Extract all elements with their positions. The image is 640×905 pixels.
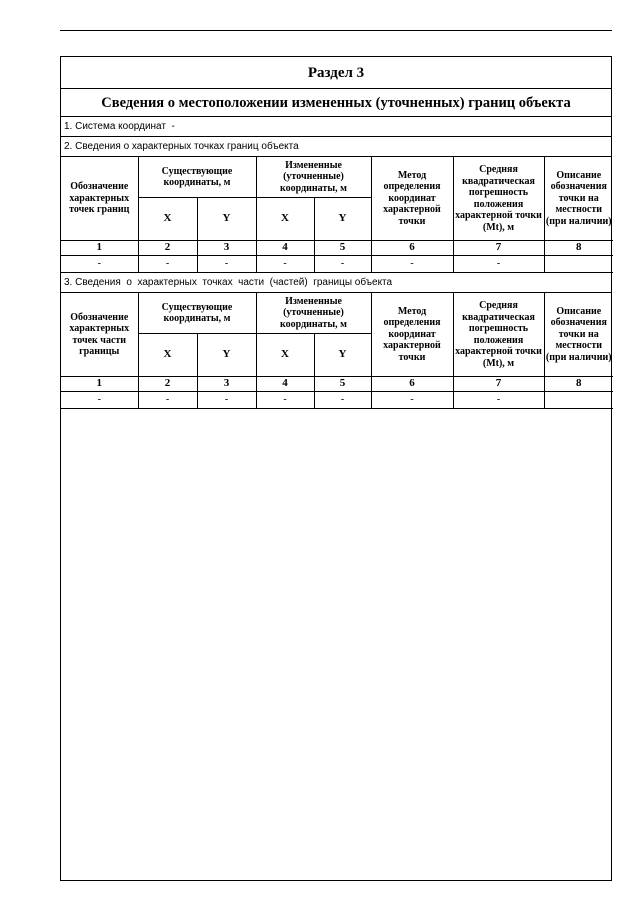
table1-cell: - <box>138 256 197 273</box>
table1-col-method: Метод определения координат характерной точки <box>371 157 453 241</box>
table2-num: 7 <box>453 377 544 392</box>
table2-num: 3 <box>197 377 256 392</box>
table1-existing-y: Y <box>197 198 256 241</box>
table2-col-description: Описание обозначения точки на местности (при наличии) <box>544 293 613 377</box>
table1-col-changed: Измененные (уточненные) координаты, м <box>256 157 371 198</box>
table1-num: 6 <box>371 241 453 256</box>
top-rule <box>60 30 612 31</box>
table2-header-row <box>61 293 613 334</box>
table2-existing-y: Y <box>197 334 256 377</box>
table2-num: 5 <box>314 377 371 392</box>
table1-num: 5 <box>314 241 371 256</box>
table2-changed-x: X <box>256 334 314 377</box>
table2-cell: - <box>256 392 314 409</box>
table1-existing-x: X <box>138 198 197 241</box>
table2-cell: - <box>197 392 256 409</box>
table1-cell: - <box>61 256 138 273</box>
table2-caption: 3. Сведения о характерных точках части (частей) границы объекта <box>61 273 611 293</box>
table2-cell: - <box>314 392 371 409</box>
table1-num: 1 <box>61 241 138 256</box>
table1-cell: - <box>371 256 453 273</box>
table1-data-row <box>61 256 613 273</box>
table2-num: 2 <box>138 377 197 392</box>
table1-cell: - <box>197 256 256 273</box>
table2-data-row <box>61 392 613 409</box>
table1-caption: 2. Сведения о характерных точках границ объекта <box>61 137 611 157</box>
section-title: Раздел 3 <box>61 57 611 89</box>
table2-cell: - <box>61 392 138 409</box>
section-frame <box>60 56 612 881</box>
table1-cell: - <box>453 256 544 273</box>
table2-cell <box>544 392 613 409</box>
table1-num: 7 <box>453 241 544 256</box>
table1-cell: - <box>256 256 314 273</box>
table2-col-existing: Существующие координаты, м <box>138 293 256 334</box>
table2-num: 1 <box>61 377 138 392</box>
table1-cell <box>544 256 613 273</box>
table2-cell: - <box>138 392 197 409</box>
table1-col-designation: Обозначение характерных точек границ <box>61 157 138 241</box>
table2-changed-y: Y <box>314 334 371 377</box>
table2 <box>61 293 613 409</box>
table2-col-method: Метод определения координат характерной точки <box>371 293 453 377</box>
table1-number-row <box>61 241 613 256</box>
table1-changed-x: X <box>256 198 314 241</box>
table2-num: 8 <box>544 377 613 392</box>
section-subtitle: Сведения о местоположении измененных (уточненных) границ объекта <box>61 89 611 117</box>
table2-cell: - <box>453 392 544 409</box>
table1-num: 4 <box>256 241 314 256</box>
table2-col-error: Средняя квадратическая погрешность положения характерной точки (Mt), м <box>453 293 544 377</box>
table2-existing-x: X <box>138 334 197 377</box>
table2-num: 6 <box>371 377 453 392</box>
table1-num: 3 <box>197 241 256 256</box>
table1-num: 8 <box>544 241 613 256</box>
table1-changed-y: Y <box>314 198 371 241</box>
table2-cell: - <box>371 392 453 409</box>
table2-number-row <box>61 377 613 392</box>
table2-num: 4 <box>256 377 314 392</box>
table2-col-changed: Измененные (уточненные) координаты, м <box>256 293 371 334</box>
table1-header-row <box>61 157 613 198</box>
table2-col-designation: Обозначение характерных точек части границы <box>61 293 138 377</box>
table1-col-error: Средняя квадратическая погрешность положения характерной точки (Mt), м <box>453 157 544 241</box>
table1 <box>61 157 613 273</box>
table1-num: 2 <box>138 241 197 256</box>
table1-col-description: Описание обозначения точки на местности (при наличии) <box>544 157 613 241</box>
table1-cell: - <box>314 256 371 273</box>
coordinate-system-line: 1. Система координат - <box>61 117 611 137</box>
table1-col-existing: Существующие координаты, м <box>138 157 256 198</box>
